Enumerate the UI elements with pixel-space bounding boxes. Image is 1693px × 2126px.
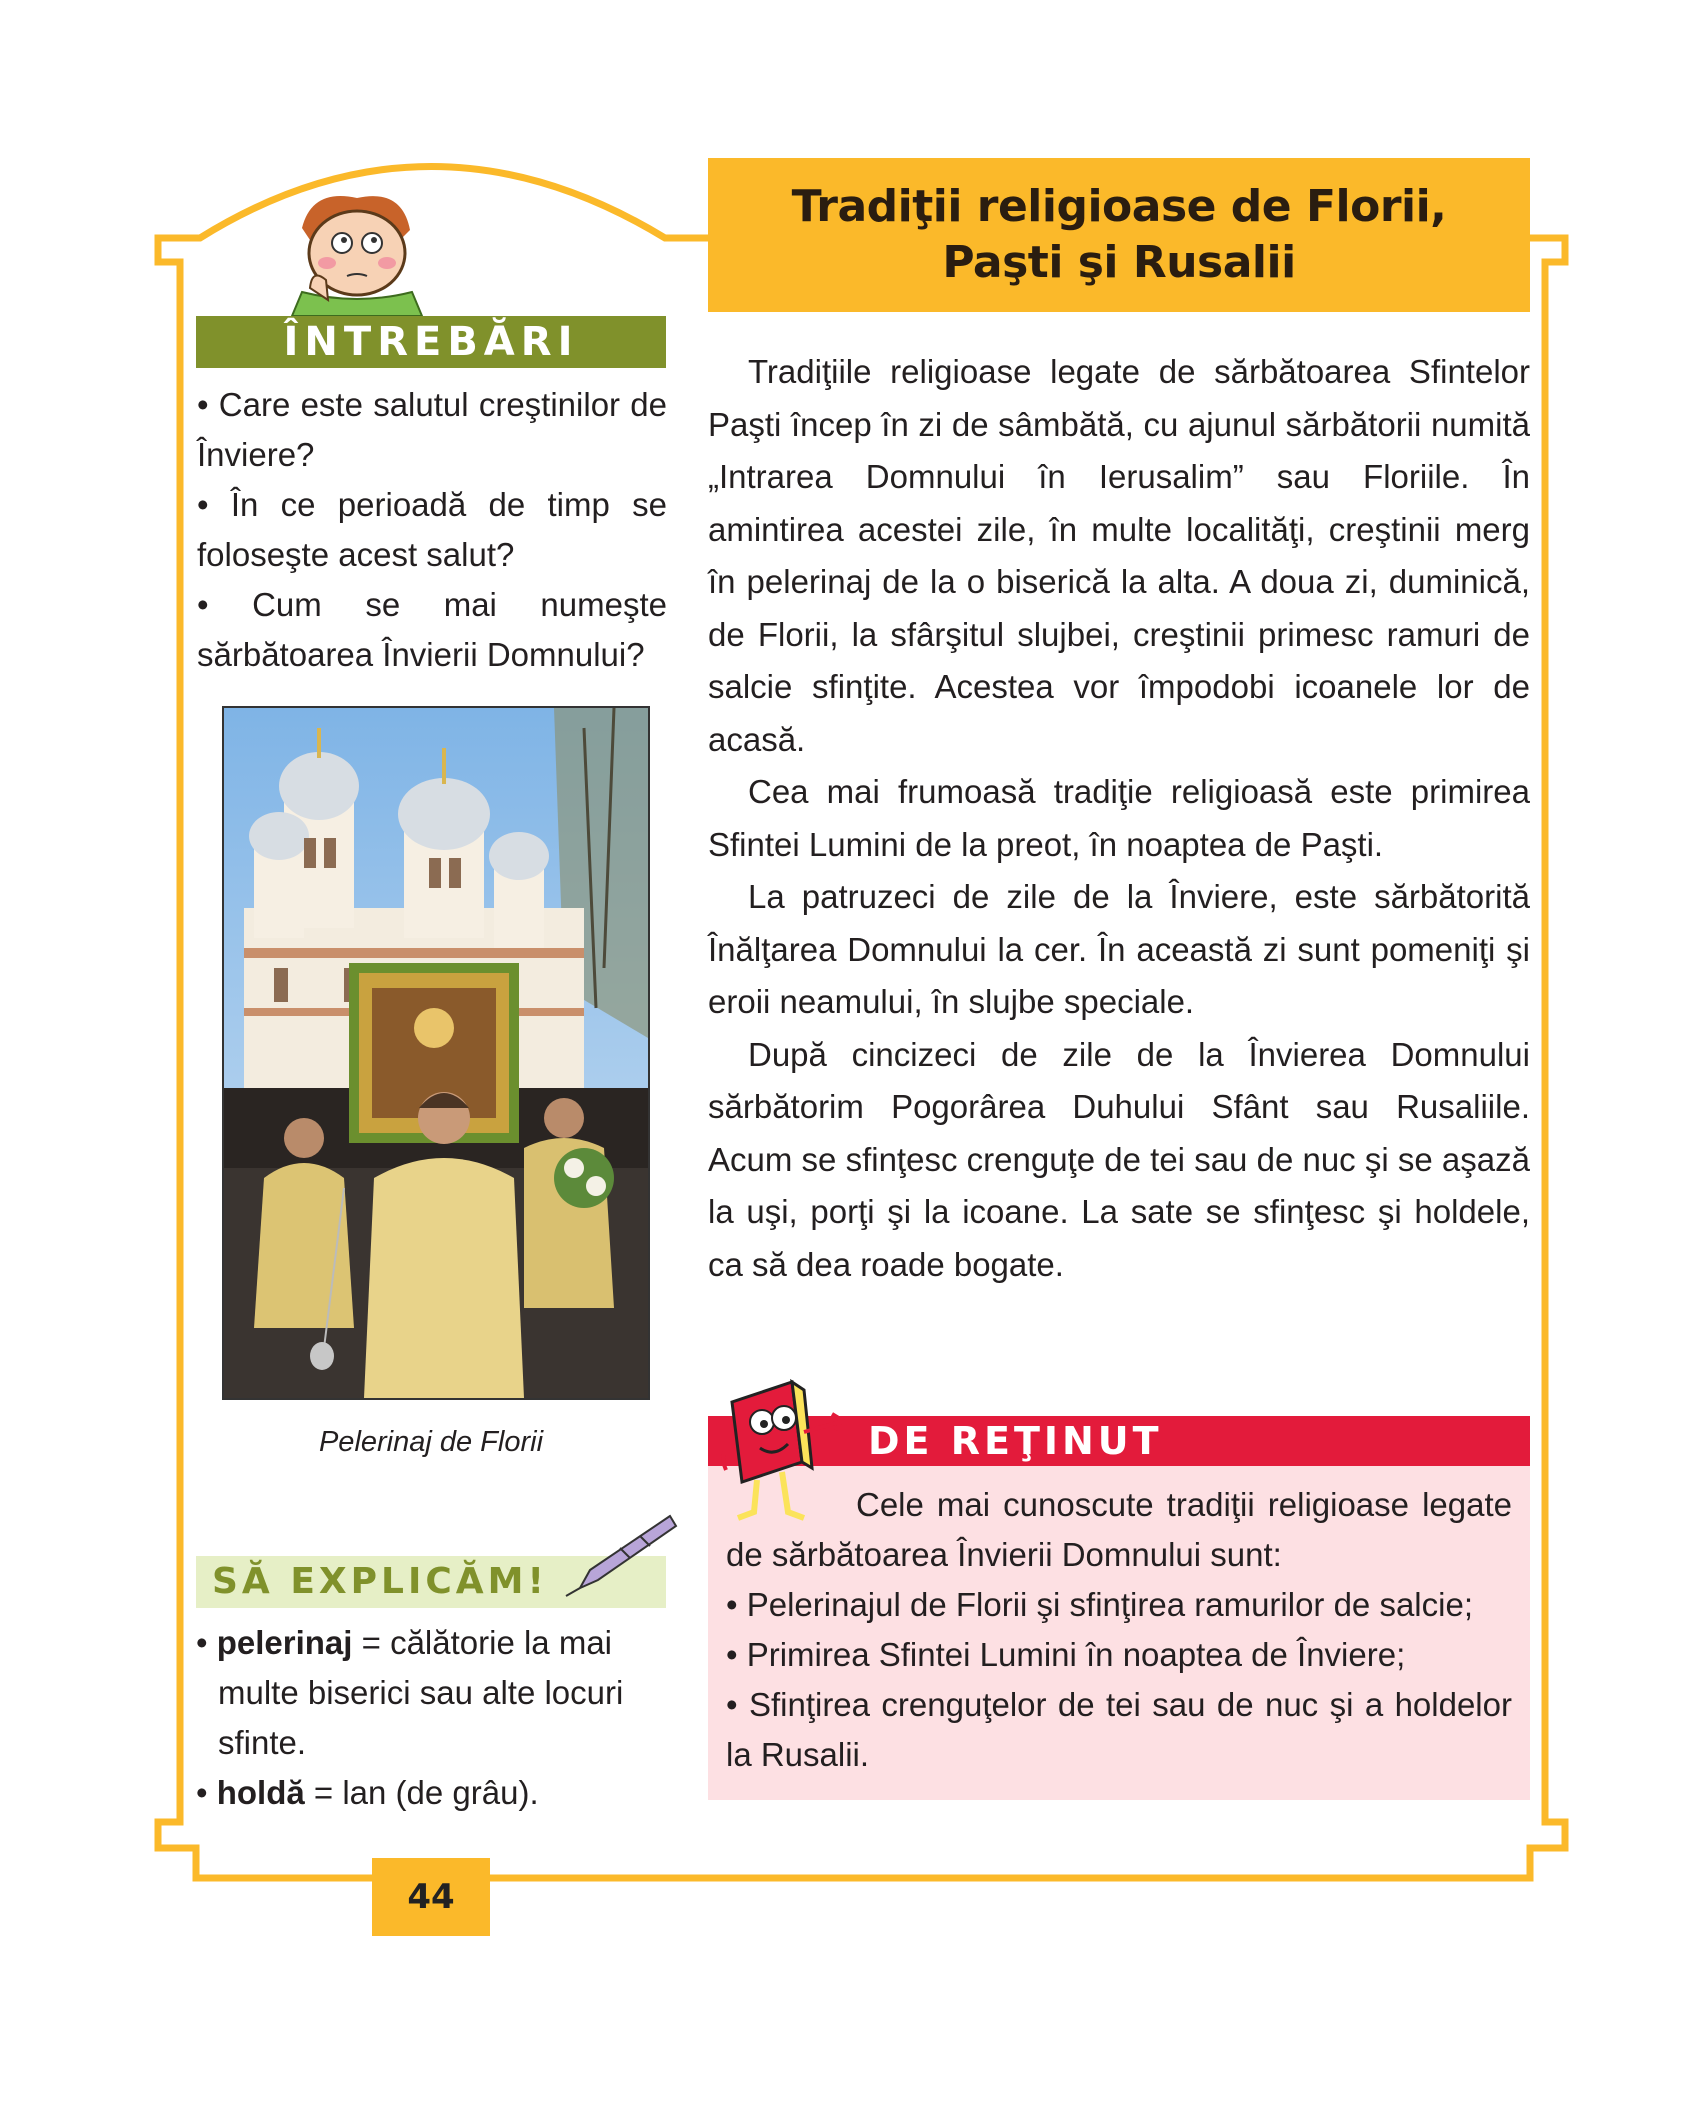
definition-text: = călătorie la mai multe biserici sau alte locuri sfinte. bbox=[218, 1624, 624, 1761]
retinut-item: • Sfinţirea crenguţelor de tei sau de nuc şi a holdelor la Rusalii. bbox=[726, 1686, 1512, 1773]
thinking-boy-illustration bbox=[282, 188, 432, 316]
explain-header: SĂ EXPLICĂM! bbox=[196, 1556, 666, 1608]
definition-text: = lan (de grâu). bbox=[304, 1774, 539, 1811]
page-number: 44 bbox=[372, 1858, 490, 1936]
retinut-item: • Pelerinajul de Florii şi sfinţirea ramurilor de salcie; bbox=[726, 1586, 1473, 1623]
definition-term: pelerinaj bbox=[216, 1624, 353, 1661]
lesson-title-box bbox=[708, 158, 1530, 312]
definitions-list bbox=[196, 1618, 666, 1818]
retinut-intro: Cele mai cunoscute tradiţii religioase legate de sărbătoarea Învierii Domnului sunt: bbox=[726, 1486, 1512, 1573]
question-item: • În ce perioadă de timp se foloseşte acest salut? bbox=[197, 486, 667, 573]
photo-caption: Pelerinaj de Florii bbox=[318, 1426, 544, 1458]
paragraph: Tradiţiile religioase legate de sărbătoarea Sfintelor Paşti încep în zi de sâmbătă, cu ajunul sărbătorii numită „Intrarea Domnului în Ierusalim” sau Floriile. În amintirea acestei zile, în multe localităţi, creştinii merg în pelerinaj de la o biserică la alta. A doua zi, duminică, de Florii, la sfârşitul slujbei, creştinii primesc ramuri de salcie sfinţite. Acestea vor împodobi icoanele lor de acasă. bbox=[708, 353, 1530, 758]
quill-pen-icon bbox=[560, 1508, 680, 1598]
question-item: • Care este salutul creştinilor de Înviere? bbox=[197, 386, 667, 473]
questions-header: ÎNTREBĂRI bbox=[196, 316, 666, 368]
definition-item: • holdă = lan (de grâu). bbox=[196, 1774, 539, 1811]
paragraph: După cincizeci de zile de la Învierea Domnului sărbătorim Pogorârea Duhului Sfânt sau Rusaliile. Acum se sfinţesc crenguţe de tei sau de nuc şi se aşază la uşi, porţi şi la icoane. La sate se sfinţesc şi holdele, ca să dea roade bogate. bbox=[708, 1035, 1530, 1283]
procession-photo bbox=[222, 706, 650, 1400]
definition-term: holdă bbox=[216, 1774, 305, 1811]
retinut-item: • Primirea Sfintei Lumini în noaptea de Înviere; bbox=[726, 1636, 1406, 1673]
main-text bbox=[708, 346, 1530, 1291]
questions-list bbox=[197, 380, 667, 680]
definition-item: • pelerinaj = călătorie la mai multe biserici sau alte locuri sfinte. bbox=[196, 1624, 624, 1761]
paragraph: La patruzeci de zile de la Înviere, este sărbătorită Înălţarea Domnului la cer. În această zi sunt pomeniţi şi eroii neamului, în slujbe speciale. bbox=[708, 878, 1530, 1020]
question-item: • Cum se mai numeşte sărbătoarea Învierii Domnului? bbox=[197, 586, 667, 673]
retinut-header: DE REŢINUT bbox=[708, 1416, 1530, 1466]
lesson-title: Tradiţii religioase de Florii, Paşti şi Rusalii bbox=[791, 181, 1447, 288]
paragraph: Cea mai frumoasă tradiţie religioasă este primirea Sfintei Lumini de la preot, în noaptea de Paşti. bbox=[708, 773, 1530, 863]
book-mascot-illustration bbox=[712, 1372, 862, 1522]
retinut-list bbox=[726, 1580, 1512, 1780]
